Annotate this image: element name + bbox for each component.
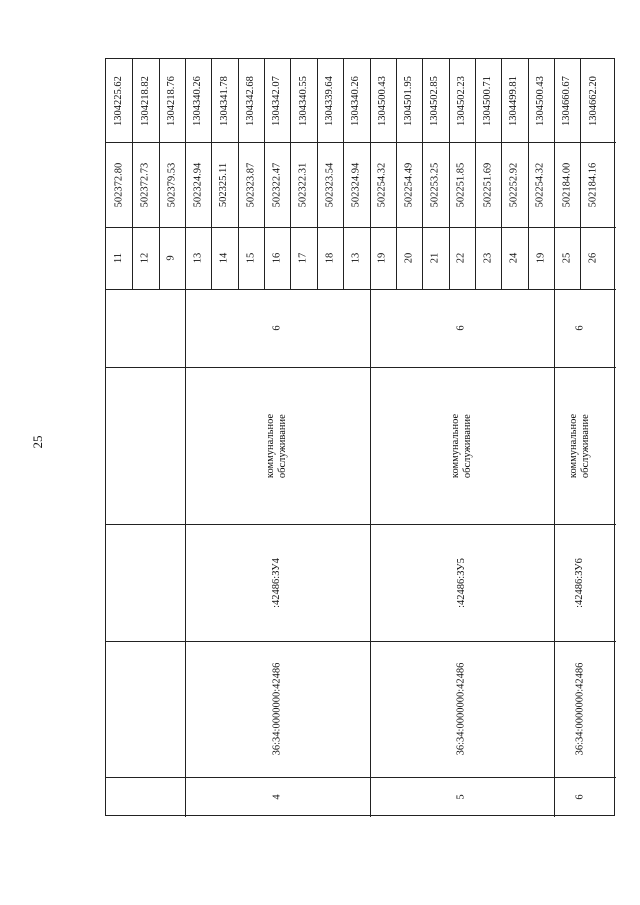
coord-y: 1304502.85 [429,75,441,126]
land-plot-id-cell [185,524,369,641]
land-use-code: 6 [574,325,586,331]
coord-x: 502372.73 [139,162,151,207]
coord-x: 502184.16 [587,162,599,207]
coord-x: 502323.87 [244,162,256,207]
permitted-use-line: коммунальное [265,413,277,478]
coord-x-cell [290,142,316,227]
coord-x: 502322.47 [271,162,283,207]
coord-y: 1304662.20 [587,75,599,126]
coord-y: 1304340.26 [192,75,204,126]
coord-y: 1304501.95 [403,75,415,126]
permitted-use [450,413,474,477]
cadastral-number-cell [554,641,607,777]
point-number: 22 [455,252,467,264]
coord-y: 1304218.82 [139,75,151,126]
point-number: 23 [482,252,494,264]
coord-x: 502379.53 [165,162,177,207]
coord-x: 502372.80 [113,162,125,207]
coord-y-cell [343,59,369,142]
point-number-cell [580,227,606,289]
row-index: 4 [271,794,283,800]
coord-x: 502254.32 [376,162,388,207]
coord-y: 1304341.78 [218,75,230,126]
point-number-cell [159,227,185,289]
land-plot-id-cell [106,524,185,641]
point-number-cell [501,227,527,289]
coord-x-cell [264,142,290,227]
permitted-use-line: коммунальное [449,413,461,478]
coord-y: 1304218.76 [165,75,177,126]
land-use-code-cell [106,289,185,367]
coord-y-cell [264,59,290,142]
coord-y-cell [475,59,501,142]
coord-x-cell [343,142,369,227]
coord-x-cell [132,142,158,227]
permitted-use-line: обслуживание [277,413,289,478]
land-use-code: 6 [271,325,283,331]
point-number-cell [317,227,343,289]
coord-y: 1304340.55 [297,75,309,126]
permitted-use [568,413,592,477]
coord-y-cell [580,59,606,142]
point-number-cell [185,227,211,289]
point-number-cell [132,227,158,289]
point-number: 9 [165,255,177,261]
coord-x-cell [580,142,606,227]
coord-x: 502254.49 [403,162,415,207]
coord-x: 502324.94 [350,162,362,207]
point-number: 13 [350,252,362,264]
coord-x-cell [422,142,448,227]
coord-y: 1304342.68 [244,75,256,126]
point-number: 15 [244,252,256,264]
point-number-cell [396,227,422,289]
coord-y-cell [501,59,527,142]
coord-y-cell [370,59,396,142]
row-index-cell [370,777,554,817]
coord-x-cell [370,142,396,227]
coord-x: 502184.00 [561,162,573,207]
coord-x-cell [396,142,422,227]
point-number-cell [290,227,316,289]
coord-y-cell [211,59,237,142]
point-number: 19 [376,252,388,264]
coord-y: 1304225.62 [113,75,125,126]
row-index-cell [185,777,369,817]
point-number-cell [422,227,448,289]
coord-y: 1304500.71 [482,75,494,126]
point-number: 26 [587,252,599,264]
point-number-cell [449,227,475,289]
land-use-code: 6 [455,325,467,331]
coord-y-cell [238,59,264,142]
point-number: 18 [323,252,335,264]
land-plot-id-cell [370,524,554,641]
coord-x-cell [159,142,185,227]
coord-y-cell [554,59,580,142]
coord-x-cell [528,142,554,227]
coord-y-cell [422,59,448,142]
coord-y-cell [185,59,211,142]
usage-cell [185,367,369,524]
coord-y: 1304340.26 [350,75,362,126]
land-use-code-cell [554,289,607,367]
coord-x-cell [501,142,527,227]
point-number: 16 [271,252,283,264]
usage-cell [370,367,554,524]
coordinates-table [105,58,615,816]
coord-x: 502252.92 [508,162,520,207]
coord-x: 502323.54 [323,162,335,207]
point-number-cell [343,227,369,289]
permitted-use-line: обслуживание [461,413,473,478]
page-number: 25 [30,435,45,449]
land-plot-id: :42486:ЗУ5 [455,557,467,608]
point-number: 17 [297,252,309,264]
permitted-use [265,413,289,477]
coord-y: 1304500.43 [534,75,546,126]
coord-y-cell [317,59,343,142]
coord-y: 1304502.23 [455,75,467,126]
land-use-code-cell [370,289,554,367]
coord-x: 502254.32 [534,162,546,207]
land-plot-id: :42486:ЗУ6 [574,557,586,608]
point-number: 13 [192,252,204,264]
coord-x-cell [106,142,132,227]
cadastral-number: 36:34:0000000:42486 [574,662,586,756]
row-index-cell [554,777,607,817]
coord-y-cell [528,59,554,142]
cadastral-number: 36:34:0000000:42486 [455,662,467,756]
coord-y: 1304342.07 [271,75,283,126]
cadastral-number-cell [185,641,369,777]
point-number: 25 [561,252,573,264]
row-index: 6 [574,794,586,800]
coord-x-cell [317,142,343,227]
coord-x-cell [449,142,475,227]
land-plot-id: :42486:ЗУ4 [271,557,283,608]
usage-cell [106,367,185,524]
point-number-cell [106,227,132,289]
point-number: 20 [403,252,415,264]
row-index-cell [106,777,185,817]
point-number: 11 [113,252,125,264]
cadastral-number-cell [370,641,554,777]
point-number-cell [370,227,396,289]
coord-x: 502253.25 [429,162,441,207]
coord-x: 502325.11 [218,162,230,207]
coord-y-cell [132,59,158,142]
point-number: 12 [139,252,151,264]
coord-y: 1304499.81 [508,75,520,126]
point-number-cell [528,227,554,289]
coord-y-cell [290,59,316,142]
row-index: 5 [455,794,467,800]
point-number: 19 [534,252,546,264]
point-number: 24 [508,252,520,264]
coord-x: 502324.94 [192,162,204,207]
point-number-cell [238,227,264,289]
coord-y: 1304500.43 [376,75,388,126]
usage-cell [554,367,607,524]
coord-y-cell [396,59,422,142]
cadastral-number-cell [106,641,185,777]
coord-y: 1304339.64 [323,75,335,126]
point-number-cell [475,227,501,289]
coord-y-cell [106,59,132,142]
cadastral-number: 36:34:0000000:42486 [271,662,283,756]
permitted-use-line: коммунальное [568,413,580,478]
permitted-use-line: обслуживание [580,413,592,478]
point-number-cell [554,227,580,289]
coord-y-cell [159,59,185,142]
coord-x-cell [185,142,211,227]
coord-y-cell [449,59,475,142]
coord-x-cell [554,142,580,227]
land-use-code-cell [185,289,369,367]
point-number-cell [264,227,290,289]
coord-x: 502251.69 [482,162,494,207]
coord-x-cell [211,142,237,227]
point-number: 21 [429,252,441,264]
coord-x: 502251.85 [455,162,467,207]
point-number: 14 [218,252,230,264]
point-number-cell [211,227,237,289]
coord-y: 1304660.67 [561,75,573,126]
coord-x-cell [238,142,264,227]
coord-x-cell [475,142,501,227]
land-plot-id-cell [554,524,607,641]
coord-x: 502322.31 [297,162,309,207]
